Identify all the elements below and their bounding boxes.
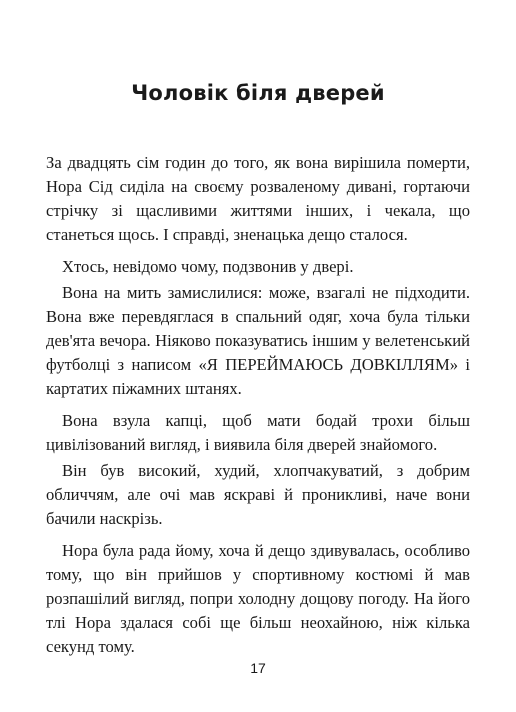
chapter-title: Чоловік біля дверей [131,81,385,105]
paragraph-1: За двадцять сім годин до того, як вона вирішила померти, Нора Сід сиділа на своєму розваленому дивані, гортаючи стрічку зі щасливими життями інших, і чекала, що станеться щось. І справді, зненацька дещо сталося. [46,153,470,244]
paragraph-3: Вона на мить замислилися: може, взагалі не підходити. Вона вже перевдяглася в спальний одяг, хоча була тільки дев'ята вечора. Ніяково показуватись іншим у велетенський футболці з написом «Я ПЕРЕЙМАЮСЬ ДОВКІЛЛЯМ» і картатих піжамних штанях. [46,283,470,398]
paragraph-2: Хтось, невідомо чому, подзвонив у двері. [62,257,354,276]
paragraph-4: Вона взула капці, щоб мати бодай трохи більш цивілізований вигляд, і виявила біля дверей знайомого. [46,411,470,454]
chapter-body [46,151,470,667]
page-number: 17 [250,660,266,676]
paragraph-5: Він був високий, худий, хлопчакуватий, з добрим обличчям, але очі мав яскраві й проникливі, наче вони бачили наскрізь. [46,461,470,528]
paragraph-6: Нора була рада йому, хоча й дещо здивувалась, особливо тому, що він прийшов у спортивному костюмі й мав розпашілий вигляд, попри холодну дощову погоду. На його тлі Нора здалася собі ще більш неохайною, ніж кілька секунд тому. [46,541,470,656]
